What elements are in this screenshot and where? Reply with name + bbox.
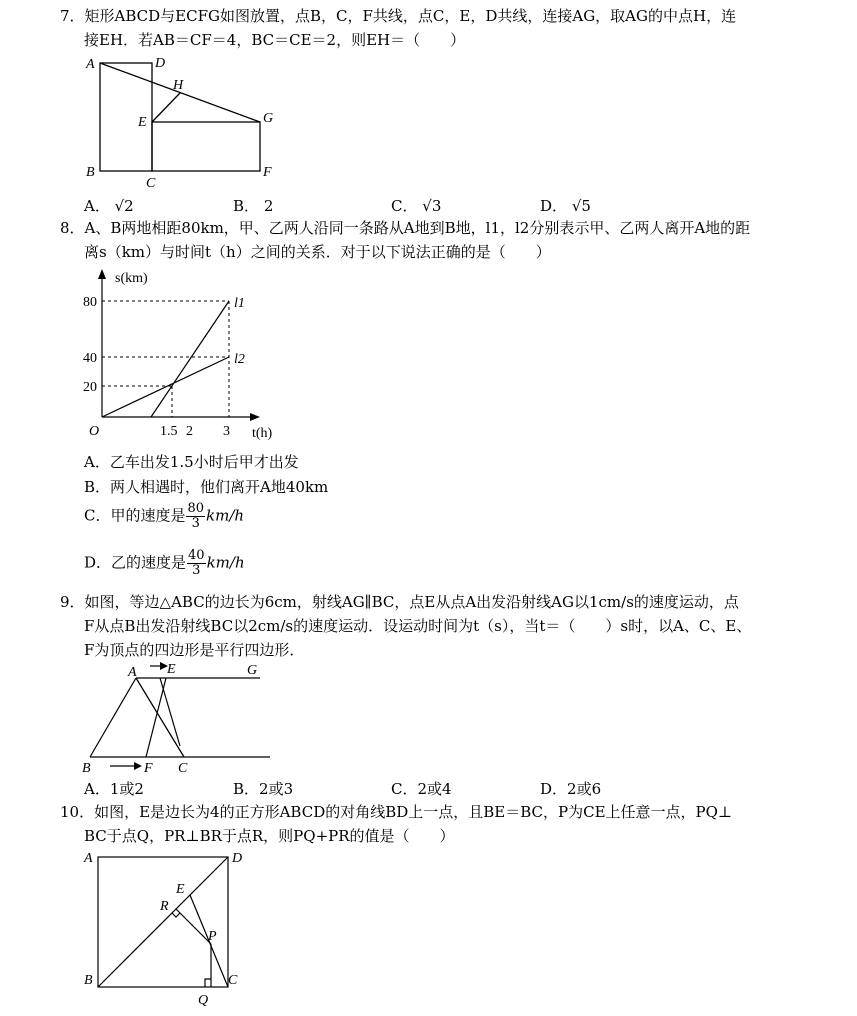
q10-label-B: B bbox=[84, 973, 93, 988]
q8-x-tick-3: 3 bbox=[223, 424, 230, 439]
q8-x-label: t(h) bbox=[252, 426, 273, 441]
q9-option-a-value: 1或2 bbox=[109, 780, 144, 798]
q8-graph bbox=[80, 265, 290, 447]
q9-text-line3: F为顶点的四边形是平行四边形． bbox=[84, 641, 305, 659]
q7-option-a-letter: A． bbox=[84, 197, 110, 215]
q8-line-l1 bbox=[151, 301, 229, 417]
q9-label-C: C bbox=[178, 761, 188, 776]
q7-label-B: B bbox=[86, 165, 95, 180]
q9-option-d-letter: D． bbox=[540, 780, 568, 798]
q7-option-a-value: √2 bbox=[114, 197, 134, 215]
q9-text-line2: F从点B出发沿射线BC以2cm/s的速度运动．设运动时间为t（s），当t＝（ ）s时，以A、C、E、 bbox=[84, 617, 752, 635]
q7-option-b-letter: B． bbox=[233, 197, 260, 215]
q9-option-c-value: 2或4 bbox=[417, 780, 452, 798]
q8-y-tick-80: 80 bbox=[83, 295, 97, 310]
q8-x-tick-2: 2 bbox=[186, 424, 193, 439]
q9-option-c[interactable] bbox=[391, 779, 452, 799]
q8-text-line2: 离s（km）与时间t（h）之间的关系．对于以下说法正确的是（ ） bbox=[84, 243, 551, 261]
q10-figure bbox=[80, 848, 260, 1012]
q7-option-b-value: 2 bbox=[263, 197, 274, 215]
q7-text-line2: 接EH．若AB＝CF＝4，BC＝CE＝2，则EH＝（ ） bbox=[84, 31, 466, 49]
q9-option-c-letter: C． bbox=[391, 780, 418, 798]
q9-option-d-value: 2或6 bbox=[567, 780, 602, 798]
q10-label-C: C bbox=[228, 973, 238, 988]
q9-label-B: B bbox=[82, 761, 91, 776]
q8-x-tick-1-5: 1.5 bbox=[160, 424, 178, 439]
q8-option-c-fraction bbox=[186, 502, 205, 531]
q9-text-line1: 9．如图，等边△ABC的边长为6cm，射线AG∥BC，点E从点A出发沿射线AG以1cm/s的速度运动，点 bbox=[60, 593, 739, 611]
q7-label-G: G bbox=[263, 111, 274, 126]
q8-option-c-denominator: 3 bbox=[191, 516, 200, 531]
q7-option-b[interactable] bbox=[233, 196, 273, 216]
q10-label-Q: Q bbox=[198, 993, 209, 1008]
q10-label-D: D bbox=[232, 851, 243, 866]
q8-option-c-unit: km/h bbox=[206, 506, 245, 525]
q8-x-arrow bbox=[250, 413, 260, 421]
q10-text-line2: BC于点Q，PR⊥BR于点R，则PQ+PR的值是（ ） bbox=[84, 827, 455, 845]
q9-option-b[interactable] bbox=[233, 779, 293, 799]
q7-option-a[interactable] bbox=[84, 196, 134, 216]
q8-line-l2 bbox=[102, 357, 229, 417]
q7-label-A: A bbox=[86, 57, 95, 72]
q10-label-P: P bbox=[208, 929, 217, 944]
q8-option-d-prefix: D．乙的速度是 bbox=[84, 553, 187, 572]
q7-label-F: F bbox=[263, 165, 272, 180]
q7-text-line1: 7．矩形ABCD与ECFG如图放置，点B，C，F共线，点C，E，D共线，连接AG，取AG的中点H，连 bbox=[60, 7, 737, 25]
q9-option-b-letter: B． bbox=[233, 780, 260, 798]
q8-l1-label: l1 bbox=[234, 296, 245, 311]
q10-label-A: A bbox=[84, 851, 93, 866]
q8-option-d-unit: km/h bbox=[206, 553, 245, 572]
q8-origin: O bbox=[89, 424, 100, 439]
q8-option-a[interactable]: A．乙车出发1.5小时后甲才出发 bbox=[84, 453, 299, 471]
q9-label-G: G bbox=[247, 663, 258, 678]
q9-label-A: A bbox=[128, 665, 137, 680]
q8-option-d-fraction bbox=[187, 549, 206, 578]
q7-label-C: C bbox=[146, 176, 156, 191]
q7-label-E: E bbox=[138, 115, 147, 130]
q8-y-tick-40: 40 bbox=[83, 351, 97, 366]
q8-y-label: s(km) bbox=[115, 271, 148, 286]
q7-option-d-letter: D． bbox=[540, 197, 568, 215]
q7-option-c-value: √3 bbox=[422, 197, 442, 215]
q7-option-d[interactable] bbox=[540, 196, 591, 216]
q9-option-b-value: 2或3 bbox=[259, 780, 294, 798]
q10-text-line1: 10．如图，E是边长为4的正方形ABCD的对角线BD上一点，且BE＝BC，P为CE上任意一点，PQ⊥ bbox=[60, 803, 733, 821]
q9-option-d[interactable] bbox=[540, 779, 601, 799]
q7-option-c[interactable] bbox=[391, 196, 441, 216]
q8-option-c-prefix: C．甲的速度是 bbox=[84, 506, 186, 525]
q8-l2-label: l2 bbox=[234, 352, 245, 367]
q10-label-E: E bbox=[176, 882, 185, 897]
q7-label-D: D bbox=[155, 56, 166, 71]
q8-option-d-denominator: 3 bbox=[192, 563, 201, 578]
q8-option-d-numerator: 40 bbox=[188, 548, 205, 563]
q9-label-F: F bbox=[144, 761, 153, 776]
q9-label-E: E bbox=[167, 662, 176, 677]
q8-option-d[interactable] bbox=[84, 549, 245, 587]
q8-text-line1: 8．A、B两地相距80km，甲、乙两人沿同一条路从A地到B地，l1，l2分别表示甲、乙两人离开A地的距 bbox=[60, 219, 751, 237]
q7-option-c-letter: C． bbox=[391, 197, 418, 215]
q9-figure bbox=[80, 660, 280, 778]
q7-figure bbox=[80, 52, 280, 192]
q9-option-a-letter: A． bbox=[84, 780, 110, 798]
q8-option-b[interactable]: B．两人相遇时，他们离开A地40km bbox=[84, 478, 329, 496]
q8-y-tick-20: 20 bbox=[83, 380, 97, 395]
q7-label-H: H bbox=[173, 78, 184, 93]
q7-option-d-value: √5 bbox=[571, 197, 591, 215]
q8-option-c-numerator: 80 bbox=[187, 501, 205, 516]
q10-label-R: R bbox=[160, 899, 169, 914]
q9-option-a[interactable] bbox=[84, 779, 144, 799]
q8-option-c[interactable] bbox=[84, 502, 244, 540]
q8-y-arrow bbox=[98, 269, 106, 279]
